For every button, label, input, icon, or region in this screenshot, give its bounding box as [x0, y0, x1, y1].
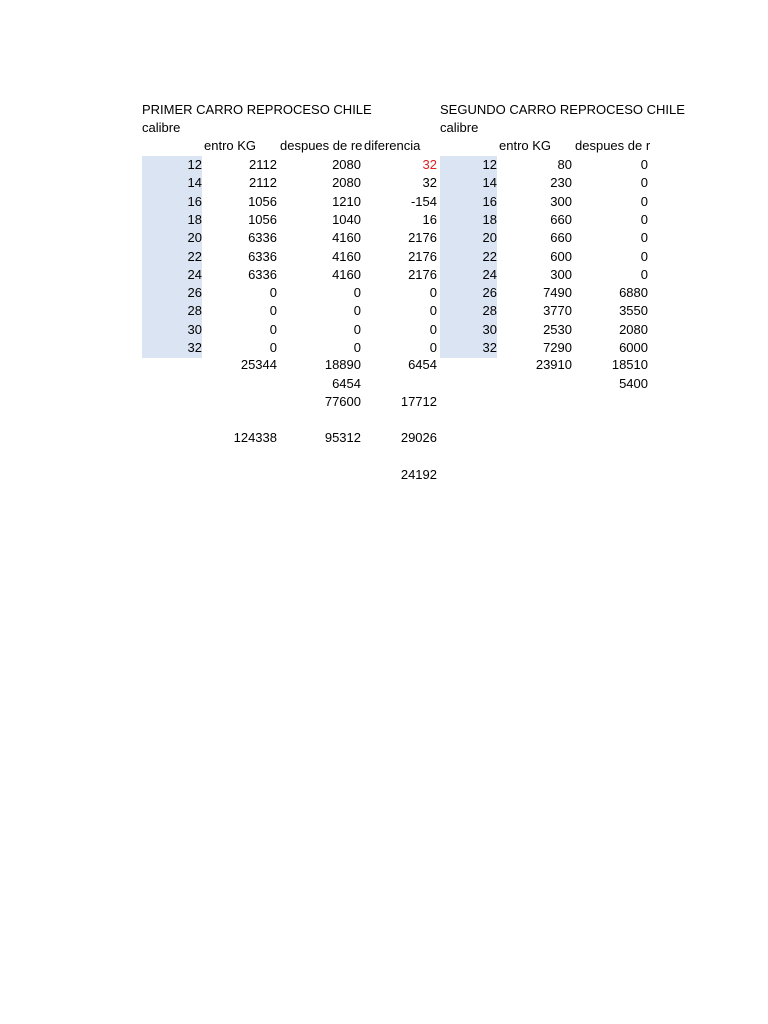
table2-calibre-cell: 32	[440, 339, 497, 358]
table2-despues-cell: 0	[640, 248, 648, 264]
table2-despues-cell: 0	[640, 211, 648, 227]
table2-despues-cell: 0	[640, 266, 648, 282]
table1-total-despues: 18890	[324, 357, 361, 372]
table2-calibre-cell: 14	[440, 174, 497, 193]
table1-entro-cell: 2112	[249, 157, 277, 172]
table1-despues-cell: 1040	[332, 211, 361, 227]
table1-despues-cell: 0	[353, 321, 361, 337]
table1-entro-cell: 0	[269, 285, 277, 301]
table1-calibre-cell: 30	[142, 321, 202, 340]
table1-calibre-label: calibre	[142, 120, 181, 135]
table2-despues-cell: 3550	[619, 303, 648, 319]
table2-calibre-cell: 16	[440, 193, 497, 212]
table1-entro-cell: 0	[269, 303, 277, 319]
table1-grand-despues: 95312	[324, 430, 361, 445]
table2-extra-despues: 5400	[619, 376, 648, 391]
table1-entro-cell: 6336	[248, 248, 277, 264]
table1-despues-cell: 2080	[332, 157, 361, 172]
table1-despues-cell: 4160	[332, 230, 361, 246]
table2-despues-cell: 0	[640, 157, 648, 172]
table2-calibre-cell: 12	[440, 156, 497, 175]
table1-extra-1: 6454	[332, 376, 361, 391]
table1-calibre-cell: 28	[142, 302, 202, 321]
table1-calibre-cell: 32	[142, 339, 202, 358]
table1-diferencia-cell: -154	[410, 193, 437, 209]
table1-calibre-cell: 18	[142, 211, 202, 230]
table1-title: PRIMER CARRO REPROCESO CHILE	[142, 102, 372, 117]
table2-despues-cell: 6880	[619, 285, 648, 301]
table1-entro-cell: 2112	[249, 175, 277, 191]
table1-diferencia-cell: 16	[422, 211, 437, 227]
table2-entro-cell: 660	[550, 211, 572, 227]
table2-entro-cell: 230	[550, 175, 572, 191]
table2-title: SEGUNDO CARRO REPROCESO CHILE	[440, 102, 685, 117]
table2-calibre-cell: 26	[440, 284, 497, 303]
table2-entro-cell: 3770	[543, 303, 572, 319]
table2-despues-cell: 6000	[619, 340, 648, 355]
table1-calibre-cell: 14	[142, 174, 202, 193]
table2-header-despues: despues de r	[575, 138, 651, 153]
table1-diferencia-cell: 2176	[408, 230, 437, 246]
table1-entro-cell: 6336	[248, 266, 277, 282]
table1-entro-cell: 1056	[248, 193, 277, 209]
table1-despues-cell: 0	[353, 340, 361, 355]
table1-diferencia-cell: 32	[422, 175, 437, 191]
table1-diferencia-cell: 0	[429, 285, 437, 301]
table2-despues-cell: 0	[640, 175, 648, 191]
table2-calibre-cell: 20	[440, 229, 497, 248]
table1-calibre-cell: 16	[142, 193, 202, 212]
table1-grand-diferencia: 29026	[400, 430, 437, 445]
table2-despues-cell: 0	[640, 230, 648, 246]
table1-final: 24192	[400, 467, 437, 482]
table1-header-diferencia: diferencia	[364, 138, 421, 153]
table2-entro-cell: 660	[550, 230, 572, 246]
table2-entro-cell: 300	[550, 193, 572, 209]
table2-calibre-cell: 22	[440, 248, 497, 267]
table1-entro-cell: 0	[269, 340, 277, 355]
table2-entro-cell: 300	[550, 266, 572, 282]
table1-entro-cell: 0	[269, 321, 277, 337]
table2-calibre-label: calibre	[440, 120, 479, 135]
table2-total-entro: 23910	[535, 357, 572, 372]
table2-header-entro: entro KG	[499, 138, 552, 153]
table1-diferencia-cell: 32	[422, 157, 437, 172]
table1-diferencia-cell: 2176	[408, 266, 437, 282]
table2-calibre-cell: 28	[440, 302, 497, 321]
table2-calibre-cell: 30	[440, 321, 497, 340]
table1-calibre-cell: 12	[142, 156, 202, 175]
table1-entro-cell: 6336	[248, 230, 277, 246]
table2-entro-cell: 2530	[543, 321, 572, 337]
table2-entro-cell: 7490	[543, 285, 572, 301]
table1-despues-cell: 4160	[332, 266, 361, 282]
table1-despues-cell: 4160	[332, 248, 361, 264]
table1-calibre-cell: 22	[142, 248, 202, 267]
table1-diferencia-cell: 0	[429, 321, 437, 337]
table2-calibre-cell: 24	[440, 266, 497, 285]
table1-despues-cell: 1210	[332, 193, 361, 209]
table1-header-despues: despues de re	[280, 138, 363, 153]
table2-calibre-cell: 18	[440, 211, 497, 230]
table1-entro-cell: 1056	[248, 211, 277, 227]
table2-despues-cell: 2080	[619, 321, 648, 337]
table1-despues-cell: 2080	[332, 175, 361, 191]
table1-diferencia-cell: 0	[429, 303, 437, 319]
table2-total-despues: 18510	[611, 357, 648, 372]
table1-diferencia-cell: 0	[429, 340, 437, 355]
table1-extra-2-despues: 77600	[324, 394, 361, 409]
table1-calibre-cell: 24	[142, 266, 202, 285]
table2-entro-cell: 7290	[543, 340, 572, 355]
table1-grand-entro: 124338	[233, 430, 277, 445]
table1-total-entro: 25344	[240, 357, 277, 372]
table1-header-entro: entro KG	[204, 138, 257, 153]
table1-total-diferencia: 6454	[408, 357, 437, 372]
table2-despues-cell: 0	[640, 193, 648, 209]
table2-entro-cell: 600	[550, 248, 572, 264]
table1-calibre-cell: 20	[142, 229, 202, 248]
table1-despues-cell: 0	[353, 285, 361, 301]
table1-diferencia-cell: 2176	[408, 248, 437, 264]
table2-entro-cell: 80	[557, 157, 572, 172]
table1-despues-cell: 0	[353, 303, 361, 319]
table1-extra-2-diferencia: 17712	[400, 394, 437, 409]
table1-calibre-cell: 26	[142, 284, 202, 303]
